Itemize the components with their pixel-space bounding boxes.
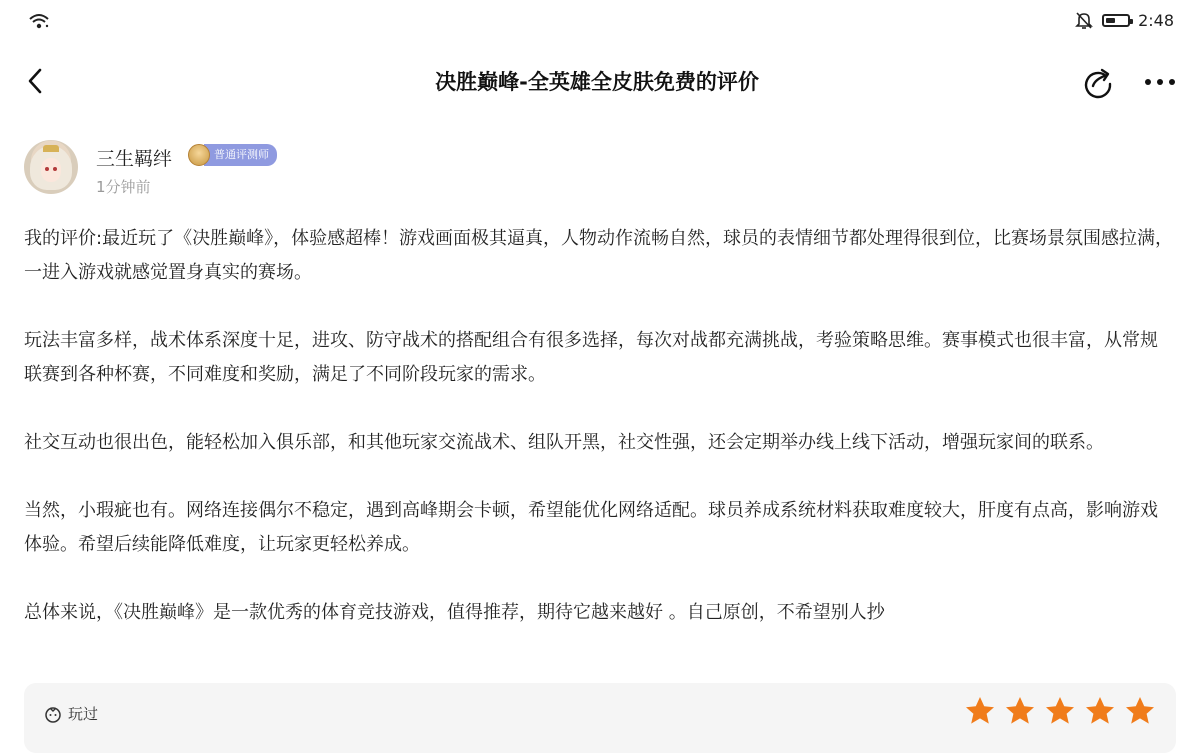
status-time: 2:48 [1138, 10, 1174, 30]
review-paragraph: 社交互动也很出色，能轻松加入俱乐部，和其他玩家交流战术、组队开黑，社交性强，还会定期举办线上线下活动，增强玩家间的联系。 [24, 432, 1104, 453]
more-button[interactable] [1140, 64, 1180, 100]
star-icon[interactable] [1004, 695, 1036, 727]
star-icon[interactable] [1044, 695, 1076, 727]
username[interactable]: 三生羁绊 [96, 148, 173, 170]
review-paragraph: 我的评价:最近玩了《决胜巅峰》，体验感超棒！游戏画面极其逼真，人物动作流畅自然，球员的表情细节都处理得很到位，比赛场景氛围感拉满，一进入游戏就感觉置身真实的赛场。 [24, 228, 1174, 283]
star-icon[interactable] [1084, 695, 1116, 727]
post-time: 1分钟前 [96, 178, 151, 196]
wifi-icon [28, 12, 50, 30]
star-rating[interactable] [964, 695, 1156, 727]
medal-icon [188, 144, 210, 166]
author-section [24, 140, 624, 196]
played-label: 玩过 [68, 705, 99, 723]
reviewer-badge [188, 144, 277, 166]
review-paragraph: 总体来说，《决胜巅峰》是一款优秀的体育竞技游戏，值得推荐，期待它越来越好 。自己原创，不希望别人抄 [24, 602, 885, 623]
status-bar [0, 0, 1194, 44]
share-button[interactable] [1080, 64, 1116, 100]
review-paragraph: 当然，小瑕疵也有。网络连接偶尔不稳定，遇到高峰期会卡顿，希望能优化网络适配。球员养成系统材料获取难度较大，肝度有点高，影响游戏体验。希望后续能降低难度，让玩家更轻松养成。 [24, 500, 1158, 555]
bell-muted-icon [1074, 10, 1094, 30]
played-status [44, 703, 98, 724]
battery-icon [1102, 14, 1130, 27]
star-icon[interactable] [1124, 695, 1156, 727]
review-paragraph: 玩法丰富多样，战术体系深度十足，进攻、防守战术的搭配组合有很多选择，每次对战都充满挑战，考验策略思维。赛事模式也很丰富，从常规联赛到各种杯赛，不同难度和奖励，满足了不同阶段玩家的需求。 [24, 330, 1158, 385]
gamepad-icon [44, 705, 62, 723]
navbar [0, 50, 1194, 112]
badge-label: 普通评测师 [204, 144, 277, 166]
review-body [24, 222, 1174, 664]
avatar[interactable] [24, 140, 78, 194]
battery-fill [1106, 18, 1115, 23]
rating-card [24, 683, 1176, 753]
page-title: 决胜巅峰-全英雄全皮肤免费的评价 [435, 70, 759, 94]
star-icon[interactable] [964, 695, 996, 727]
status-right [1074, 10, 1174, 30]
